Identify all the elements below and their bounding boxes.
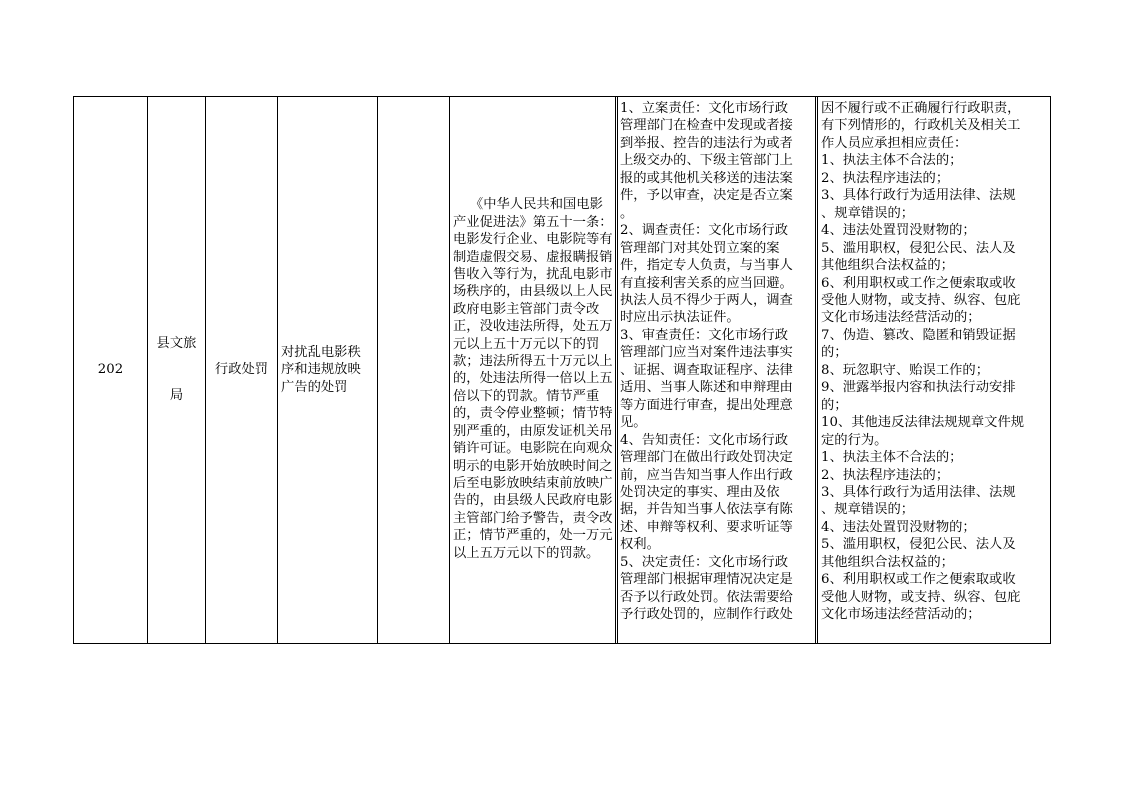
accountability-line: 6、利用职权或工作之便索取或收	[821, 572, 1016, 588]
item-name: 对扰乱电影秩序和违规放映广告的处罚	[281, 344, 361, 395]
accountability-line: 2、执法程序违法的；	[821, 467, 950, 483]
cell-legal-basis	[450, 97, 618, 643]
accountability-line: 1、执法主体不合法的；	[821, 153, 963, 169]
accountability-line: 作人员应承担相应责任：	[821, 135, 968, 151]
responsibility-line: 管理部门在检查中发现或者接	[620, 118, 793, 134]
cell-sub-item	[378, 97, 450, 643]
responsibility-line: 件，指定专人负责，与当事人	[620, 258, 793, 274]
responsibility-line: 述、申辩等权利、要求听证等	[620, 519, 793, 535]
responsibility-line: 报的或其他机关移送的违法案	[620, 170, 793, 186]
responsibility-line: 否予以行政处罚。依法需要给	[620, 589, 793, 605]
accountability-line: 4、违法处置罚没财物的；	[821, 519, 976, 535]
power-type: 行政处罚	[214, 362, 269, 378]
responsibility-line: 处罚决定的事实、理由及依	[620, 484, 780, 500]
department-line-2: 局	[169, 388, 184, 404]
accountability-line: 有下列情形的，行政机关及相关工	[821, 118, 1021, 134]
cell-seq	[74, 97, 148, 643]
accountability-line: 其他组织合法权益的；	[821, 258, 954, 274]
accountability-line: 9、泄露举报内容和执法行动安排	[821, 380, 1016, 396]
accountability-line: 的；	[821, 397, 848, 413]
responsibility-line: 执法人员不得少于两人，调查	[620, 292, 793, 308]
accountability-line: 3、具体行政行为适用法律、法规	[821, 188, 1016, 204]
responsibility-line: 管理部门应当对案件违法事实	[620, 345, 793, 361]
cell-responsibility	[618, 97, 818, 643]
accountability-line: 8、玩忽职守、贻误工作的；	[821, 362, 990, 378]
accountability-line: 5、滥用职权，侵犯公民、法人及	[821, 240, 1016, 256]
cell-power-type	[206, 97, 278, 643]
responsibility-line: 管理部门在做出行政处罚决定	[620, 450, 793, 466]
accountability-line: 4、违法处置罚没财物的；	[821, 223, 976, 239]
accountability-line: 其他组织合法权益的；	[821, 554, 954, 570]
accountability-line: 6、利用职权或工作之便索取或收	[821, 275, 1016, 291]
responsibility-line: 4、告知责任：文化市场行政	[620, 432, 789, 448]
responsibility-line: 上级交办的、下级主管部门上	[620, 153, 793, 169]
responsibility-line: 到举报、控告的违法行为或者	[620, 135, 793, 151]
cell-accountability	[818, 97, 1050, 643]
accountability-line: 受他人财物，或支持、纵容、包庇	[821, 292, 1021, 308]
responsibility-line: 权利。	[620, 537, 660, 553]
responsibility-line: 有直接利害关系的应当回避。	[620, 275, 793, 291]
accountability-line: 1、执法主体不合法的；	[821, 450, 963, 466]
accountability-line: 3、具体行政行为适用法律、法规	[821, 484, 1016, 500]
responsibility-line: 予行政处罚的，应制作行政处	[620, 607, 793, 623]
seq-number: 202	[97, 362, 124, 378]
responsibility-line: 1、立案责任：文化市场行政	[620, 101, 789, 116]
accountability-line: 5、滥用职权，侵犯公民、法人及	[821, 537, 1016, 553]
accountability-line: 受他人财物，或支持、纵容、包庇	[821, 589, 1021, 605]
accountability-line: 10、其他违反法律法规规章文件规	[821, 415, 1025, 431]
responsibility-line: 时应出示执法证件。	[620, 310, 740, 326]
responsibility-line: 见。	[620, 415, 647, 431]
responsibility-line: 等方面进行审查，提出处理意	[620, 397, 793, 413]
accountability-line: 文化市场违法经营活动的；	[821, 310, 981, 326]
responsibility-line: 、证据、调查取证程序、法律	[620, 362, 793, 378]
responsibility-line: 管理部门根据审理情况决定是	[620, 572, 793, 588]
department-line-1: 县文旅	[156, 336, 197, 352]
responsibility-line: 管理部门对其处罚立案的案	[620, 240, 780, 256]
responsibility-line: 5、决定责任：文化市场行政	[620, 554, 789, 570]
accountability-line: 、规章错误的；	[821, 205, 915, 221]
accountability-line: 2、执法程序违法的；	[821, 170, 950, 186]
responsibility-line: 。	[620, 205, 634, 221]
responsibility-line: 据，并告知当事人依法享有陈	[620, 502, 793, 518]
responsibility-line: 2、调查责任：文化市场行政	[620, 223, 789, 239]
cell-department	[148, 97, 206, 643]
responsibility-line: 3、审查责任：文化市场行政	[620, 327, 789, 343]
responsibility-line: 前，应当告知当事人作出行政	[620, 467, 793, 483]
accountability-line: 文化市场违法经营活动的；	[821, 607, 981, 623]
accountability-line: 、规章错误的；	[821, 502, 915, 518]
cell-item-name	[278, 97, 378, 643]
responsibility-line: 件，予以审查，决定是否立案	[620, 188, 793, 204]
accountability-line: 定的行为。	[821, 432, 888, 448]
legal-basis-text: 《中华人民共和国电影产业促进法》第五十一条：电影发行企业、电影院等有制造虚假交易、虚报瞒报销售收入等行为，扰乱电影市场秩序的，由县级以上人民政府电影主管部门责令改正，没收违法所得，处五万元以上五十万元以下的罚款；违法所得五十万元以上的，处违法所得一倍以上五倍以下的罚款。情节严重的，责令停业整顿；情节特别严重的，由原发证机关吊销许可证。电影院在向观众明示的电影开始放映时间之后至电影放映结束前放映广告的，由县级人民政府电影主管部门给予警告，责令改正；情节严重的，处一万元以上五万元以下的罚款。	[453, 197, 613, 561]
accountability-line: 因不履行或不正确履行行政职责，	[821, 101, 1021, 116]
accountability-line: 7、伪造、篡改、隐匿和销毁证据	[821, 327, 1016, 343]
accountability-line: 的；	[821, 345, 848, 361]
table-row	[73, 96, 1051, 644]
responsibility-line: 适用、当事人陈述和申辩理由	[620, 380, 793, 396]
